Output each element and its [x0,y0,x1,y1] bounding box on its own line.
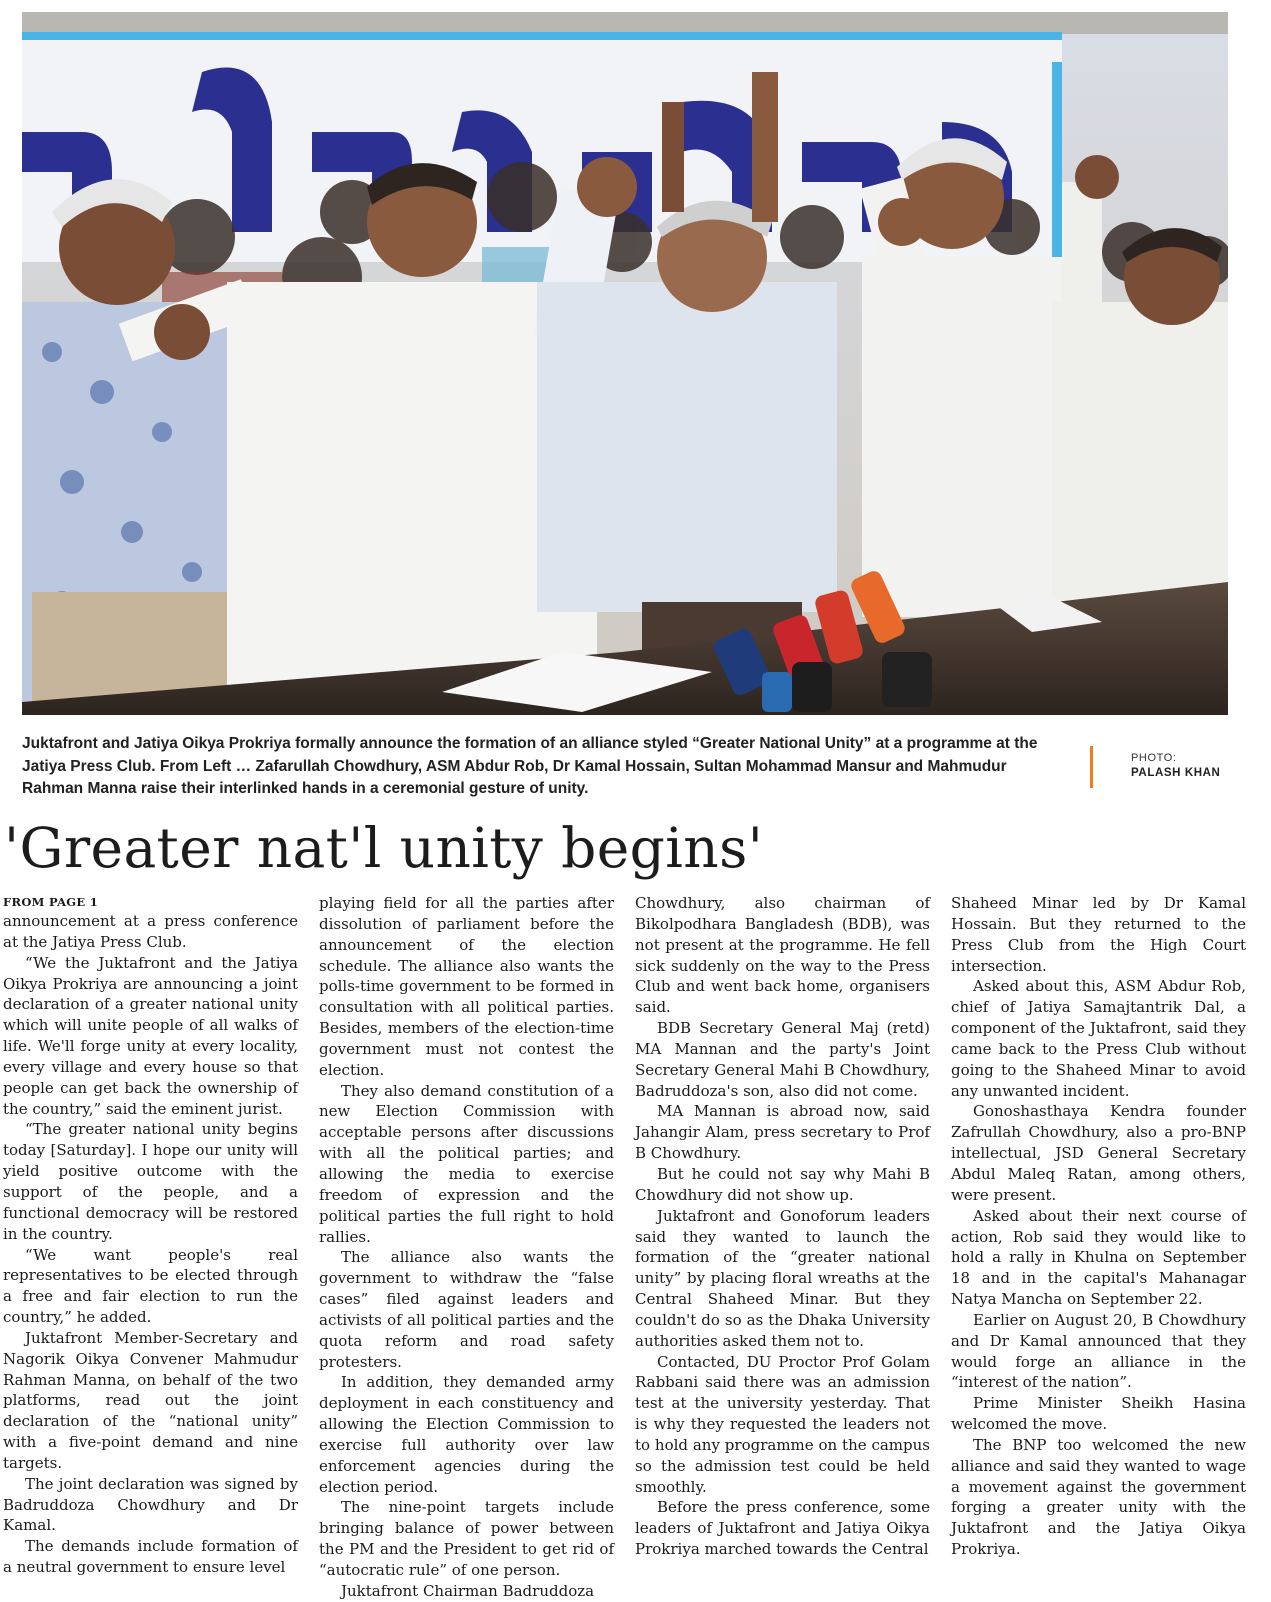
article-headline: 'Greater nat'l unity begins' [4,816,764,880]
paragraph: Asked about their next course of action, Rob said they would like to hold a rally in Khulna on September 18 and in the capital's Mahanagar Natya Mancha on September 22. [951,1206,1246,1309]
paragraph: Before the press conference, some leaders of Juktafront and Jatiya Oikya Prokriya marched towards the Central [635,1498,930,1559]
paragraph: playing field for all the parties after dissolution of parliament before the announcement of the election schedule. The alliance also wants the polls-time government to be formed in consultation with all political parties. Besides, members of the election-time government must not contest the election. [319,894,614,1079]
paragraph: Juktafront Member-Secretary and Nagorik Oikya Convener Mahmudur Rahman Manna, on behalf of the two platforms, read out the joint declaration of the “national unity” with a five-point demand and nine targets. [3,1328,298,1472]
photo-credit-name: PALASH KHAN [1131,767,1221,779]
from-page-label: FROM PAGE 1 [3,895,99,909]
paragraph: The joint declaration was signed by Badruddoza Chowdhury and Dr Kamal. [3,1474,298,1535]
paragraph: Prime Minister Sheikh Hasina welcomed the move. [951,1394,1246,1434]
paragraph: They also demand constitution of a new Election Commission with acceptable persons after discussions with all the political parties; and allowing the media to exercise freedom of expression and the political parties the full right to hold rallies. [319,1081,614,1246]
paragraph: “We the Juktafront and the Jatiya Oikya Prokriya are announcing a joint declaration of a greater national unity which will unite people of all walks of life. We'll forge unity at every locality, every village and every house so that people can get back the ownership of the country,” said the eminent jurist. [3,953,298,1118]
article-column-1 [3,896,298,1578]
paragraph: Asked about this, ASM Abdur Rob, chief of Jatiya Samajtantrik Dal, a component of the Juktafront, said they came back to the Press Club without going to the Shaheed Minar to avoid any unwanted incident. [951,977,1246,1100]
paragraph: Juktafront and Gonoforum leaders said they wanted to launch the formation of the “greater national unity” by placing floral wreaths at the Central Shaheed Minar. But they couldn't do so as the Dhaka University authorities asked them not to. [635,1206,930,1350]
paragraph: “We want people's real representatives to be elected through a free and fair election to run the country,” he added. [3,1245,298,1327]
photo-caption: Juktafront and Jatiya Oikya Prokriya formally announce the formation of an alliance styled “Greater National Unity” at a programme at the Jatiya Press Club. From Left … Zafarullah Chowdhury, ASM Abdur Rob, Dr Kamal Hossain, Sultan Mohammad Mansur and Mahmudur Rahman Manna raise their interlinked hands in a ceremonial gesture of unity. [22,735,1038,797]
paragraph: announcement at a press conference at the Jatiya Press Club. [3,912,298,951]
paragraph: “The greater national unity begins today [Saturday]. I hope our unity will yield positive outcome with the support of the people, and a functional democracy will be restored in the country. [3,1120,298,1243]
article-column-3 [635,893,930,1560]
article-column-4 [951,893,1246,1560]
paragraph: The BNP too welcomed the new alliance and said they wanted to wage a movement against the government forging a greater unity with the Juktafront and the Jatiya Oikya Prokriya. [951,1435,1246,1559]
paragraph: MA Mannan is abroad now, said Jahangir Alam, press secretary to Prof B Chowdhury. [635,1102,930,1163]
news-photo [22,12,1228,715]
paragraph: The demands include formation of a neutral government to ensure level [3,1537,298,1577]
paragraph: The alliance also wants the government to withdraw the “false cases” filed against leaders and activists of all political parties and the quota reform and road safety protesters. [319,1248,614,1371]
photo-credit-label: PHOTO: [1131,752,1177,764]
paragraph: Chowdhury, also chairman of Bikolpodhara Bangladesh (BDB), was not present at the programme. He fell sick suddenly on the way to the Press Club and went back home, organisers said. [635,894,930,1017]
paragraph: BDB Secretary General Maj (retd) MA Mannan and the party's Joint Secretary General Mahi B Chowdhury, Badruddoza's son, also did not come. [635,1019,930,1100]
paragraph: Gonoshasthaya Kendra founder Zafrullah Chowdhury, also a pro-BNP intellectual, JSD General Secretary Abdul Maleq Ratan, among others, were present. [951,1102,1246,1204]
paragraph: Shaheed Minar led by Dr Kamal Hossain. But they returned to the Press Club from the High Court intersection. [951,894,1246,975]
article-column-2 [319,893,614,1602]
credit-accent-bar [1090,746,1093,788]
paragraph: The nine-point targets include bringing balance of power between the PM and the President to get rid of “autocratic rule” of one person. [319,1498,614,1579]
press-conference-photo [22,12,1228,715]
paragraph: In addition, they demanded army deployment in each constituency and allowing the Election Commission to exercise full authority over law enforcement agencies during the election period. [319,1373,614,1496]
paragraph: Contacted, DU Proctor Prof Golam Rabbani said there was an admission test at the university yesterday. That is why they requested the leaders not to hold any programme on the campus so the admission test could be held smoothly. [635,1352,930,1496]
paragraph: Juktafront Chairman Badruddoza [341,1581,595,1600]
paragraph: Earlier on August 20, B Chowdhury and Dr Kamal announced that they would forge an alliance in the “interest of the nation”. [951,1310,1246,1392]
paragraph: But he could not say why Mahi B Chowdhury did not show up. [635,1164,930,1204]
